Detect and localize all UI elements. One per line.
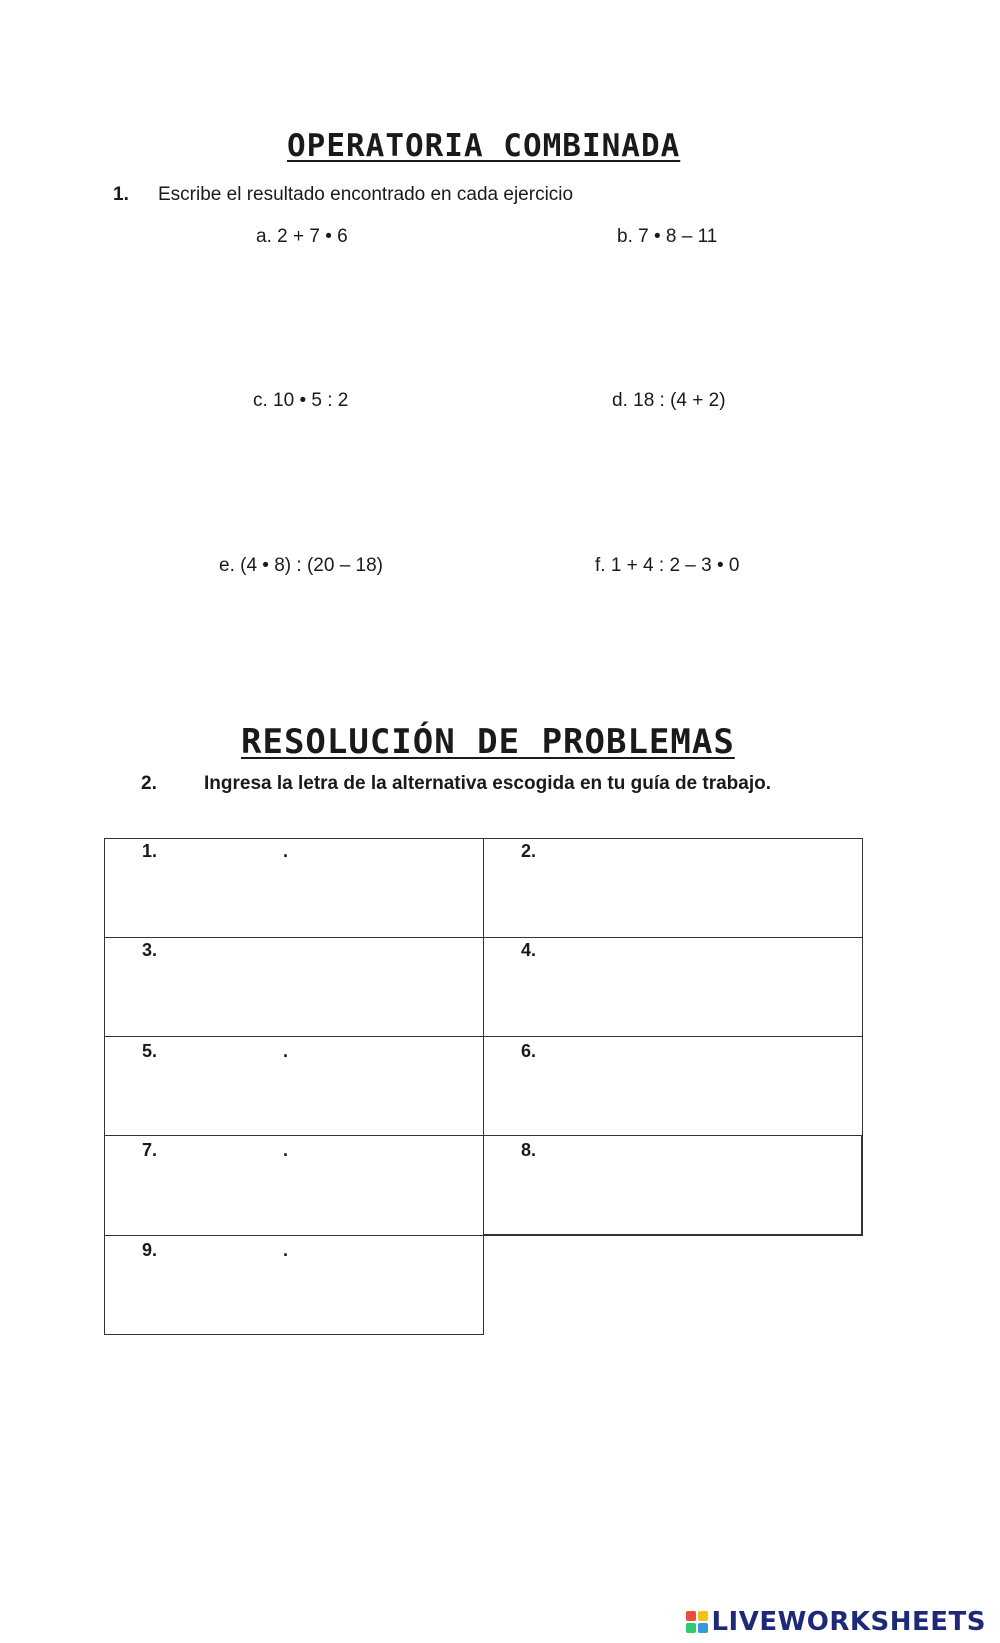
exercise-b: b. 7 • 8 – 11 <box>617 226 718 247</box>
section-title-problemas: RESOLUCIÓN DE PROBLEMAS <box>241 722 735 762</box>
logo-square-red <box>686 1611 696 1621</box>
answer-cell-3[interactable] <box>104 937 484 1037</box>
exercise-a: a. 2 + 7 • 6 <box>256 226 348 247</box>
answer-label-8: 8. <box>521 1140 537 1160</box>
answer-label-3: 3. <box>142 940 158 960</box>
liveworksheets-logo <box>686 1607 986 1637</box>
exercise-d: d. 18 : (4 + 2) <box>612 390 726 411</box>
answer-label-6: 6. <box>521 1041 537 1061</box>
answer-label-5: 5. <box>142 1041 158 1061</box>
question-number-2: 2. <box>141 773 157 794</box>
question-text-2: Ingresa la letra de la alternativa escogida en tu guía de trabajo. <box>204 773 772 794</box>
answer-cell-8[interactable] <box>483 1135 863 1236</box>
answer-label-1: 1. <box>142 841 158 861</box>
logo-square-green <box>686 1623 696 1633</box>
liveworksheets-logo-icon <box>686 1611 708 1633</box>
answer-cell-7[interactable] <box>104 1135 484 1236</box>
logo-text: LIVEWORKSHEETS <box>711 1607 986 1637</box>
exercise-e: e. (4 • 8) : (20 – 18) <box>219 555 384 576</box>
answer-label-9: 9. <box>142 1240 158 1260</box>
answer-dot-7: . <box>283 1140 289 1160</box>
answer-dot-5: . <box>283 1041 289 1061</box>
answer-dot-9: . <box>283 1240 289 1260</box>
answer-cell-6[interactable] <box>483 1036 863 1136</box>
answer-cell-4[interactable] <box>483 937 863 1037</box>
answer-label-2: 2. <box>521 841 537 861</box>
section-title-operatoria: OPERATORIA COMBINADA <box>287 128 681 164</box>
answer-label-4: 4. <box>521 940 537 960</box>
question-number-1: 1. <box>113 184 129 205</box>
answer-cell-9[interactable] <box>104 1235 484 1335</box>
logo-square-blue <box>698 1623 708 1633</box>
exercise-f: f. 1 + 4 : 2 – 3 • 0 <box>595 555 740 576</box>
answer-dot-1: . <box>283 841 289 861</box>
answer-cell-5[interactable] <box>104 1036 484 1136</box>
answer-cell-2[interactable] <box>483 838 863 938</box>
answer-cell-1[interactable] <box>104 838 484 938</box>
logo-square-yellow <box>698 1611 708 1621</box>
question-text-1: Escribe el resultado encontrado en cada ejercicio <box>158 184 574 205</box>
answer-label-7: 7. <box>142 1140 158 1160</box>
exercise-c: c. 10 • 5 : 2 <box>253 390 349 411</box>
